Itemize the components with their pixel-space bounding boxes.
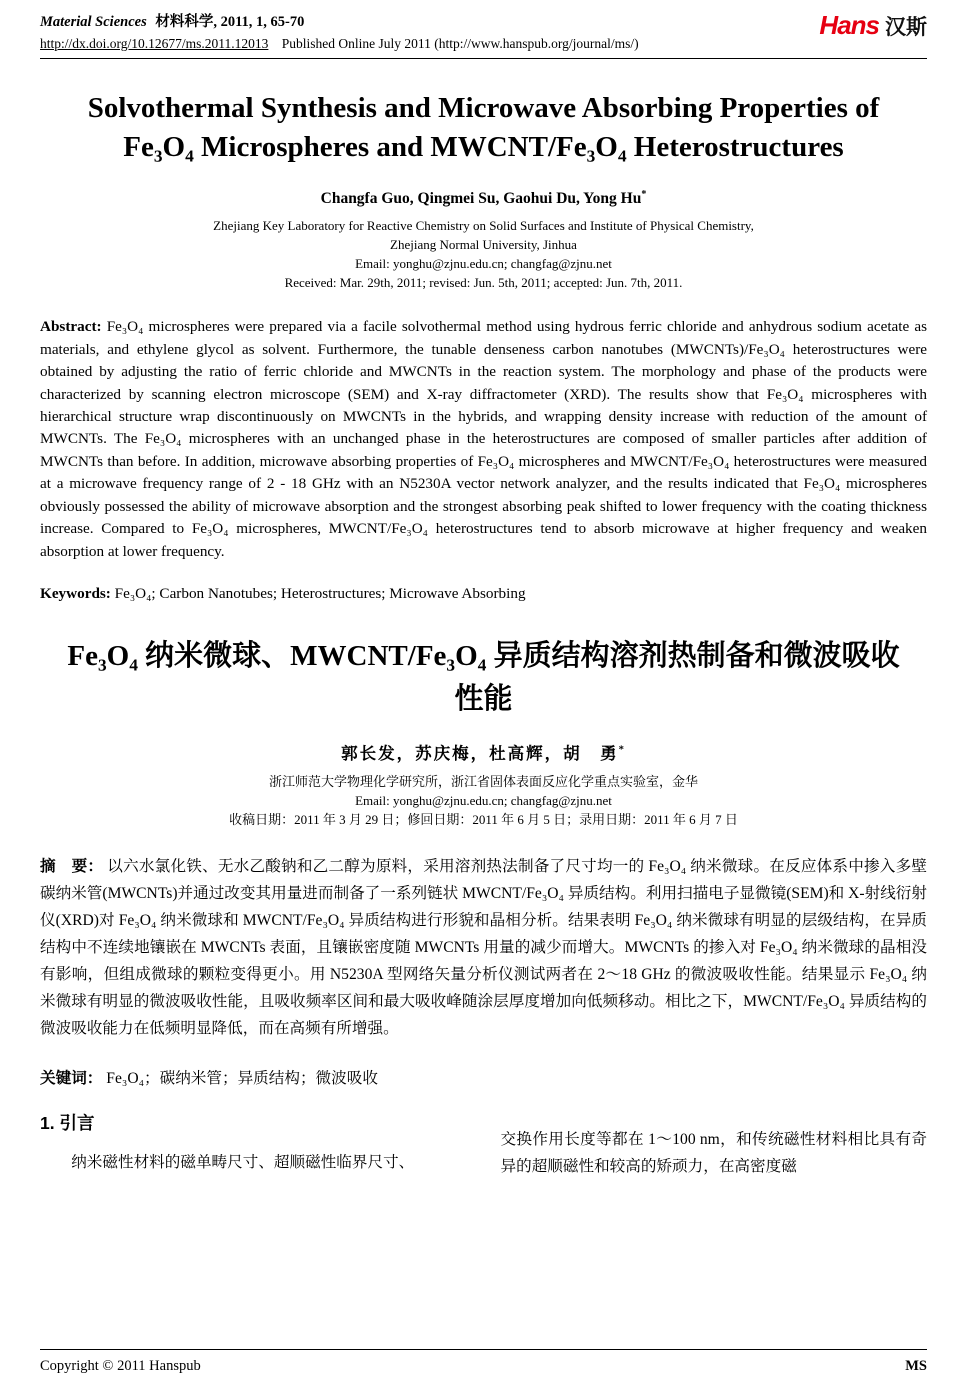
- email-line-cn: Email: yonghu@zjnu.edu.cn; changfag@zjnu.net: [355, 792, 612, 808]
- keywords-label-cn: 关键词：: [40, 1069, 103, 1087]
- column-left: [40, 1110, 467, 1180]
- hans-logo-icon: Hans: [819, 10, 879, 40]
- affiliation-line-cn: 浙江师范大学物理化学研究所，浙江省固体表面反应化学重点实验室，金华: [268, 773, 698, 789]
- affiliation-line-1: Zhejiang Key Laboratory for Reactive Chemistry on Solid Surfaces and Institute of Physical Chemistry,: [213, 218, 754, 234]
- doi-line: [40, 36, 639, 52]
- corresponding-author-mark-cn: *: [618, 743, 626, 756]
- abstract-en: [40, 316, 927, 562]
- copyright-text: Copyright © 2011 Hanspub: [40, 1358, 201, 1374]
- keywords-text-en: Fe₃O₄; Carbon Nanotubes; Heterostructures; Microwave Absorbing: [114, 584, 526, 602]
- article-title-en: Solvothermal Synthesis and Microwave Absorbing Properties of Fe₃O₄ Microspheres and MWCNT/Fe₃O₄ Heterostructures: [87, 92, 880, 164]
- abstract-text-en: Fe₃O₄ microspheres were prepared via a facile solvothermal method using hydrous ferric chloride and anhydrous sodium acetate as materials, and ethylene glycol as solvent. Furthermore, the tunable denseness carbon nanotubes (MWCNTs)/Fe₃O₄ heterostructures were obtained by adjusting the ratio of ferric chloride and MWCNTs in the reaction system. The morphology and phase of the products were characterized by scanning electron microscope (SEM) and X-ray diffractometer (XRD). The results show that Fe₃O₄ microspheres with hierarchical structure wrap discontinuously on MWCNTs in the hybrids, and wrapping density increase with reduction of the amount of MWCNTs. The Fe₃O₄ microspheres with an unchanged phase in the heterostructures are composed of smaller particles after addition of MWCNTs than before. In addition, microwave absorbing properties of Fe₃O₄ microspheres and MWCNT/Fe₃O₄ heterostructures were measured at a microwave frequency range of 2 - 18 GHz with an N5230A vector network analyzer, and the results indicated that Fe₃O₄ microspheres obviously possessed the ability of microwave absorption and the strongest absorbing peak shifted to lower frequency with the coating thickness increase. Compared to Fe₃O₄ microspheres, MWCNT/Fe₃O₄ heterostructures tend to absorb microwave at higher frequency and weaken absorption at lower frequency.: [40, 318, 928, 560]
- doi-link[interactable]: http://dx.doi.org/10.12677/ms.2011.12013: [40, 36, 269, 51]
- authors-cn-names: 郭长发，苏庆梅，杜高辉，胡 勇: [341, 743, 619, 763]
- body-columns: [40, 1110, 927, 1180]
- affiliation-block-cn: [40, 772, 927, 829]
- abstract-text-cn: 以六水氯化铁、无水乙酸钠和乙二醇为原料，采用溶剂热法制备了尺寸均一的 Fe₃O₄ 纳米微球。在反应体系中掺入多壁碳纳米管(MWCNTs)并通过改变其用量进而制备了一系列链状 MWCNT/Fe₃O₄ 异质结构。利用扫描电子显微镜(SEM)和 X-射线衍射仪(XRD)对 Fe₃O₄ 纳米微球和 MWCNT/Fe₃O₄ 异质结构进行形貌和晶相分析。结果表明 Fe₃O₄ 纳米微球有明显的层级结构，在异质结构中不连续地镶嵌在 MWCNTs 表面，且镶嵌密度随 MWCNTs 用量的减少而增大。MWCNTs 的掺入对 Fe₃O₄ 纳米微球的晶相没有影响，但组成微球的颗粒变得更小。用 N5230A 型网络矢量分析仪测试两者在 2～18 GHz 的微波吸收性能。结果显示 Fe₃O₄ 纳米微球有明显的微波吸收性能，且吸收频率区间和最大吸收峰随涂层厚度增加向低频移动。相比之下，MWCNT/Fe₃O₄ 异质结构的微波吸收能力在低频明显降低，而在高频有所增强。: [40, 857, 927, 1037]
- affiliation-line-2: Zhejiang Normal University, Jinhua: [390, 237, 577, 253]
- journal-line: [40, 10, 639, 31]
- abstract-label-en: Abstract:: [40, 318, 102, 336]
- authors-en: [40, 189, 927, 208]
- page-footer: [40, 1349, 927, 1375]
- keywords-text-cn: Fe₃O₄；碳纳米管；异质结构；微波吸收: [106, 1069, 378, 1087]
- authors-cn: [40, 740, 927, 764]
- article-title-cn: Fe₃O₄ 纳米微球、MWCNT/Fe₃O₄ 异质结构溶剂热制备和微波吸收性能: [67, 639, 900, 716]
- section-1-paragraph-left: 纳米磁性材料的磁单畴尺寸、超顺磁性临界尺寸、: [71, 1153, 415, 1171]
- hans-publisher-logo: [819, 10, 927, 38]
- journal-issue-info: 材料科学, 2011, 1, 65-70: [155, 14, 305, 30]
- section-1-paragraph-right: 交换作用长度等都在 1～100 nm，和传统磁性材料相比具有奇异的超顺磁性和较高的矫顽力，在高密度磁: [500, 1130, 927, 1175]
- abstract-cn: [40, 853, 927, 1042]
- affiliation-block-en: [40, 216, 927, 292]
- column-right: [501, 1110, 928, 1180]
- corresponding-author-mark-en: *: [641, 189, 647, 201]
- keywords-en: [40, 585, 927, 603]
- journal-header: [40, 10, 927, 52]
- authors-en-names: Changfa Guo, Qingmei Su, Gaohui Du, Yong Hu: [320, 190, 642, 208]
- keywords-cn: [40, 1066, 927, 1088]
- section-1-heading: 1. 引言: [40, 1112, 95, 1133]
- received-line-en: Received: Mar. 29th, 2011; revised: Jun. 5th, 2011; accepted: Jun. 7th, 2011.: [284, 275, 683, 291]
- header-divider: [40, 58, 927, 59]
- keywords-label-en: Keywords:: [40, 584, 111, 602]
- journal-code: MS: [905, 1358, 927, 1374]
- published-online-text: Published Online July 2011 (http://www.hanspub.org/journal/ms/): [281, 36, 639, 51]
- journal-name: Material Sciences: [40, 14, 147, 30]
- hans-logo-cn-text: 汉斯: [885, 15, 927, 39]
- email-line-en: Email: yonghu@zjnu.edu.cn; changfag@zjnu.net: [355, 256, 612, 272]
- journal-meta: [40, 10, 639, 52]
- received-line-cn: 收稿日期：2011 年 3 月 29 日；修回日期：2011 年 6 月 5 日；录用日期：2011 年 6 月 7 日: [229, 811, 738, 827]
- abstract-label-cn: 摘 要：: [40, 857, 104, 875]
